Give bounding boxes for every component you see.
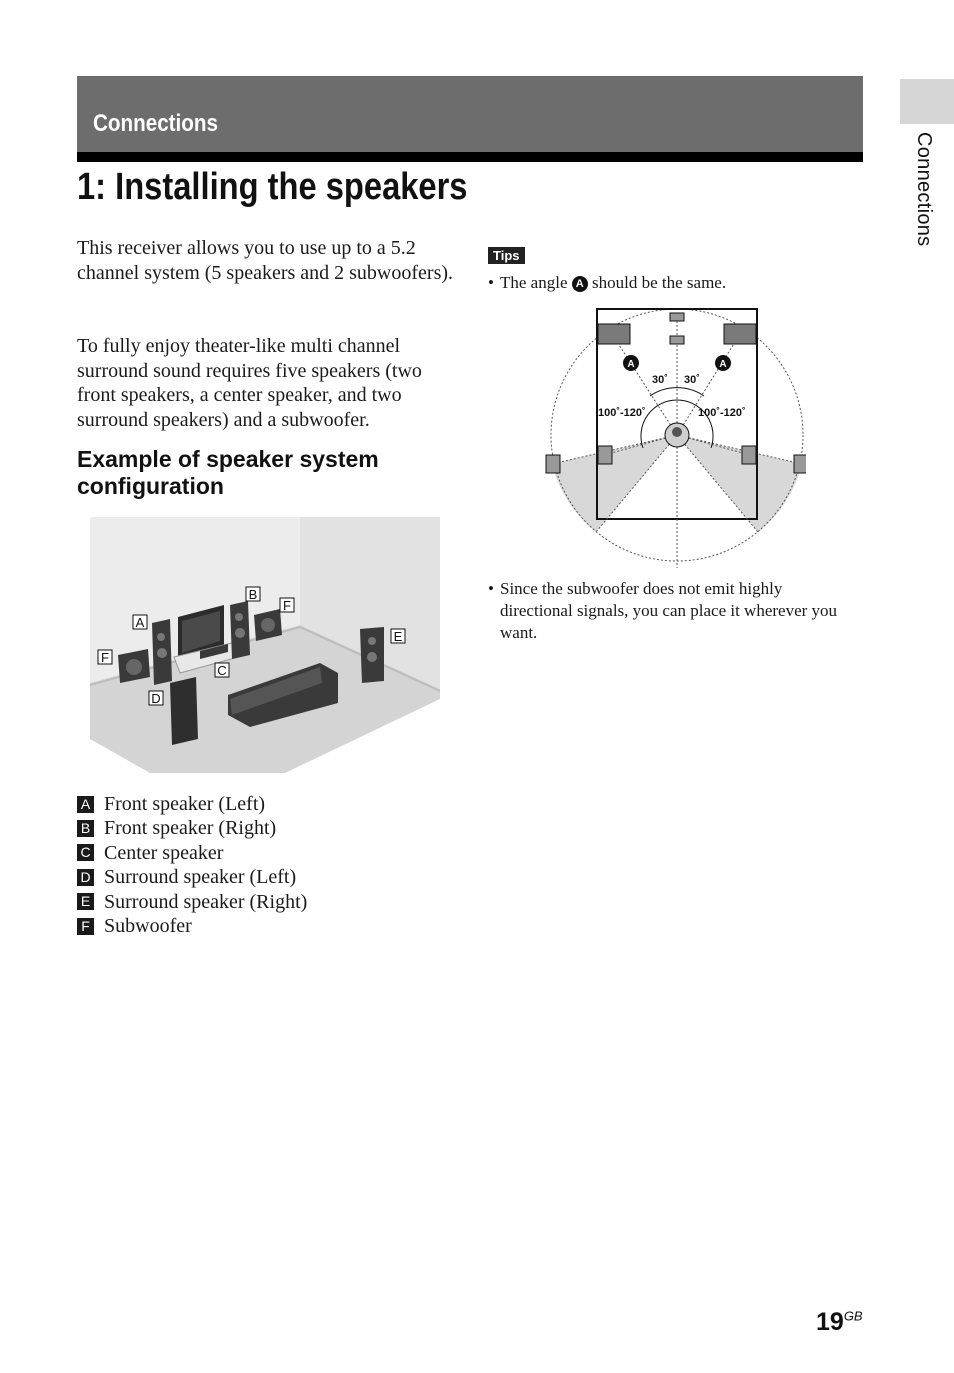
room-label-d: D — [151, 691, 161, 706]
legend-label: Subwoofer — [104, 914, 192, 937]
bullet-marker: • — [488, 579, 494, 598]
speaker-room-illustration — [90, 517, 440, 773]
tip-subwoofer-text: Since the subwoofer does not emit highly directional signals, you can place it wherever you want. — [500, 579, 838, 642]
page-title: 1: Installing the speakers — [77, 166, 468, 208]
banner-rule — [77, 152, 863, 162]
legend-letter: C — [77, 844, 94, 861]
angle-a-symbol: A — [572, 276, 588, 292]
angle-label-a-left: A — [627, 359, 635, 370]
tips-badge: Tips — [488, 247, 525, 264]
legend-letter: F — [77, 918, 94, 935]
tip-angle-text-post: should be the same. — [592, 273, 727, 292]
room-label-f-right: F — [283, 598, 291, 613]
legend-item — [77, 792, 307, 816]
page-number-value: 19 — [816, 1308, 844, 1336]
room-label-b: B — [248, 587, 258, 602]
example-heading: Example of speaker system configuration — [77, 446, 379, 499]
page-suffix: GB — [843, 1308, 863, 1324]
legend-letter: E — [77, 893, 94, 910]
legend-letter: D — [77, 869, 94, 886]
legend-letter: A — [77, 796, 94, 813]
side-section-label: Connections — [913, 132, 935, 247]
intro-paragraph-1: This receiver allows you to use up to a 5.2 channel system (5 speakers and 2 subwoofers). — [77, 237, 454, 284]
section-title: Connections — [93, 110, 218, 137]
section-banner — [77, 76, 863, 152]
speaker-angle-diagram — [540, 300, 806, 572]
legend-label: Surround speaker (Right) — [104, 890, 308, 913]
room-label-f-left: F — [101, 650, 109, 665]
tip-angle — [488, 272, 848, 294]
angle-label-a-right: A — [719, 359, 727, 370]
room-label-e: E — [393, 629, 403, 644]
tip-subwoofer — [488, 578, 850, 644]
room-label-a: A — [135, 615, 145, 630]
legend-label: Center speaker — [104, 841, 224, 864]
tip-angle-text-pre: The angle — [500, 273, 568, 292]
speaker-legend — [77, 792, 307, 938]
legend-letter: B — [77, 820, 94, 837]
legend-item — [77, 890, 307, 914]
legend-item — [77, 816, 307, 840]
page-number — [816, 1308, 863, 1337]
legend-label: Surround speaker (Left) — [104, 866, 297, 889]
room-label-c: C — [217, 663, 227, 678]
intro-paragraph-2: To fully enjoy theater-like multi channel surround sound requires five speakers (two front speakers, a center speaker, and two surround speakers) and a subwoofer. — [77, 335, 422, 431]
bullet-marker: • — [488, 273, 494, 292]
legend-label: Front speaker (Right) — [104, 817, 277, 840]
legend-item — [77, 841, 307, 865]
angle-surround-left: 100˚-120˚ — [598, 407, 646, 419]
legend-item — [77, 914, 307, 938]
legend-label: Front speaker (Left) — [104, 793, 266, 815]
angle-front-left: 30˚ — [652, 374, 668, 386]
angle-front-right: 30˚ — [684, 374, 700, 386]
angle-surround-right: 100˚-120˚ — [698, 407, 746, 419]
side-tab — [900, 79, 954, 124]
legend-item — [77, 865, 307, 889]
